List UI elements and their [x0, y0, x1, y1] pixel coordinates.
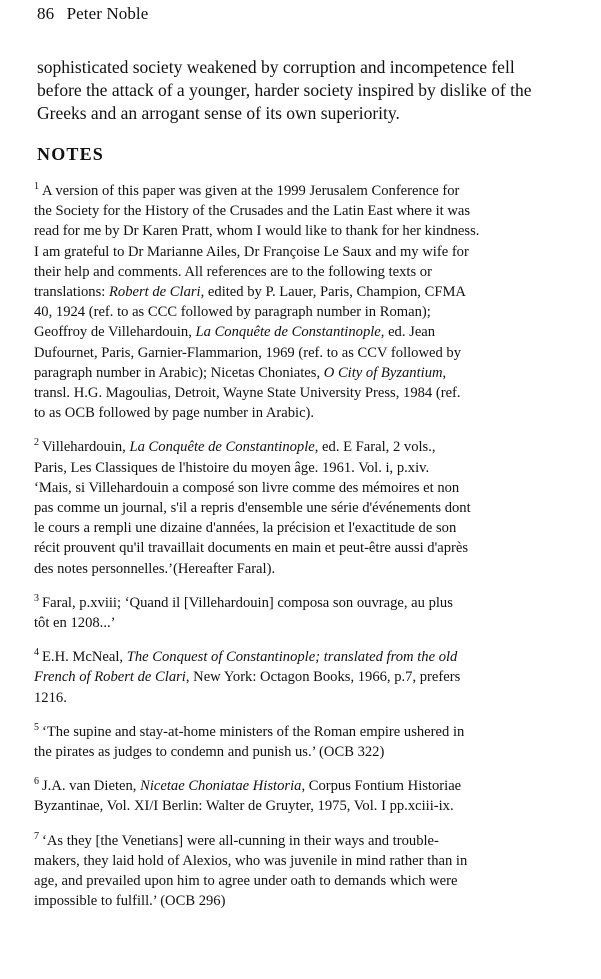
footnote-line: read for me by Dr Karen Pratt, whom I would like to thank for her kindness. — [34, 223, 480, 240]
footnote-line: French of Robert de Clari, New York: Octagon Books, 1966, p.7, prefers — [34, 669, 461, 686]
footnote-number: 5 — [34, 721, 39, 733]
footnote-6 — [34, 776, 584, 816]
page-number: 86 — [37, 4, 55, 23]
footnote-line: makers, they laid hold of Alexios, who was juvenile in mind rather than in — [34, 852, 468, 869]
body-line: before the attack of a younger, harder society inspired by dislike of the — [37, 80, 532, 100]
footnote-number: 6 — [34, 776, 39, 788]
italic-title: Robert de Clari — [109, 284, 201, 301]
footnote-2 — [34, 437, 584, 578]
italic-title: The Conquest of Constantinople; translated from the old — [126, 649, 458, 666]
footnote-3 — [34, 593, 584, 633]
footnote-line: Byzantinae, Vol. XI/I Berlin: Walter de Gruyter, 1975, Vol. I pp.xciii-ix. — [34, 798, 454, 815]
body-paragraph — [37, 56, 589, 125]
footnote-line: their help and comments. All references are to the following texts or — [34, 263, 432, 280]
running-head-author: Peter Noble — [66, 4, 149, 23]
footnote-4 — [34, 647, 584, 708]
footnote-line: the Society for the History of the Crusades and the Latin East where it was — [34, 203, 471, 220]
footnote-line: 40, 1924 (ref. to as CCC followed by paragraph number in Roman); — [34, 304, 431, 321]
footnote-line: age, and prevailed upon him to agree under oath to demands which were — [34, 873, 458, 890]
footnote-line: Paris, Les Classiques de l'histoire du moyen âge. 1961. Vol. i, p.xiv. — [34, 459, 430, 476]
footnote-line: the pirates as judges to condemn and punish us.’ (OCB 322) — [34, 744, 385, 761]
footnote-line: Geoffroy de Villehardouin, La Conquête de Constantinople, ed. Jean — [34, 324, 436, 341]
footnote-number: 2 — [34, 437, 39, 449]
footnote-line: 1216. — [34, 689, 67, 706]
footnote-number: 4 — [34, 647, 39, 659]
footnote-line: le cours a rempli une dizaine d'années, la précision et l'exactitude de son — [34, 520, 457, 537]
footnote-line: $^1$ A version of this paper was given at the 1999 Jerusalem Conference for — [34, 181, 460, 199]
footnote-line: ‘Mais, si Villehardouin a composé son livre comme des mémoires et non — [34, 479, 460, 496]
footnote-number: 7 — [34, 830, 39, 842]
footnote-line: to as OCB followed by page number in Arabic). — [34, 405, 315, 422]
footnote-line: des notes personnelles.’(Hereafter Faral). — [34, 560, 276, 577]
footnote-line: translations: Robert de Clari, edited by P. Lauer, Paris, Champion, CFMA — [34, 284, 466, 301]
notes-heading: NOTES — [37, 144, 105, 164]
footnote-line: Dufournet, Paris, Garnier-Flammarion, 1969 (ref. to as CCV followed by — [34, 344, 462, 361]
footnote-line: $^3$ Faral, p.xviii; ‘Quand il [Villehardouin] composa son ouvrage, au plus — [34, 592, 453, 611]
footnote-line: pas comme un journal, s'il a repris d'ensemble une série d'événements dont — [34, 500, 471, 517]
footnote-number: 3 — [34, 592, 39, 604]
italic-title: Nicetae Choniatae Historia — [140, 778, 302, 795]
italic-title: La Conquête de Constantinople — [129, 439, 315, 456]
italic-title: O City of Byzantium — [323, 364, 443, 381]
footnote-line: paragraph number in Arabic); Nicetas Choniates, O City of Byzantium, — [34, 364, 447, 381]
body-line: Greeks and an arrogant sense of its own superiority. — [37, 103, 400, 123]
italic-title: French of Robert de Clari — [34, 669, 186, 686]
body-line: sophisticated society weakened by corruption and incompetence fell — [37, 57, 515, 77]
running-head — [37, 4, 148, 24]
footnote-line: $^7$ ‘As they [the Venetians] were all-cunning in their ways and trouble- — [34, 830, 439, 849]
footnote-line: tôt en 1208...’ — [34, 615, 116, 632]
footnote-line: impossible to fulfill.’ (OCB 296) — [34, 893, 226, 910]
footnote-line: $^5$ ‘The supine and stay-at-home ministers of the Roman empire ushered in — [34, 721, 465, 740]
footnote-line: $^6$ J.A. van Dieten, Nicetae Choniatae Historia, Corpus Fontium Historiae — [34, 776, 462, 795]
footnote-line: transl. H.G. Magoulias, Detroit, Wayne State University Press, 1984 (ref. — [34, 385, 461, 402]
footnote-5 — [34, 722, 584, 762]
footnote-1 — [34, 181, 584, 423]
footnote-line: $^4$ E.H. McNeal, The Conquest of Constantinople; translated from the old — [34, 647, 458, 666]
footnote-7 — [34, 831, 584, 912]
footnote-number: 1 — [34, 181, 39, 192]
footnote-line: $^2$ Villehardouin, La Conquête de Constantinople, ed. E Faral, 2 vols., — [34, 437, 436, 456]
footnote-line: I am grateful to Dr Marianne Ailes, Dr Françoise Le Saux and my wife for — [34, 243, 469, 260]
notes-list — [34, 181, 584, 926]
italic-title: La Conquête de Constantinople — [195, 324, 381, 341]
footnote-line: récit prouvent qu'il travaillait documents en main et peut-être aussi d'après — [34, 540, 469, 557]
